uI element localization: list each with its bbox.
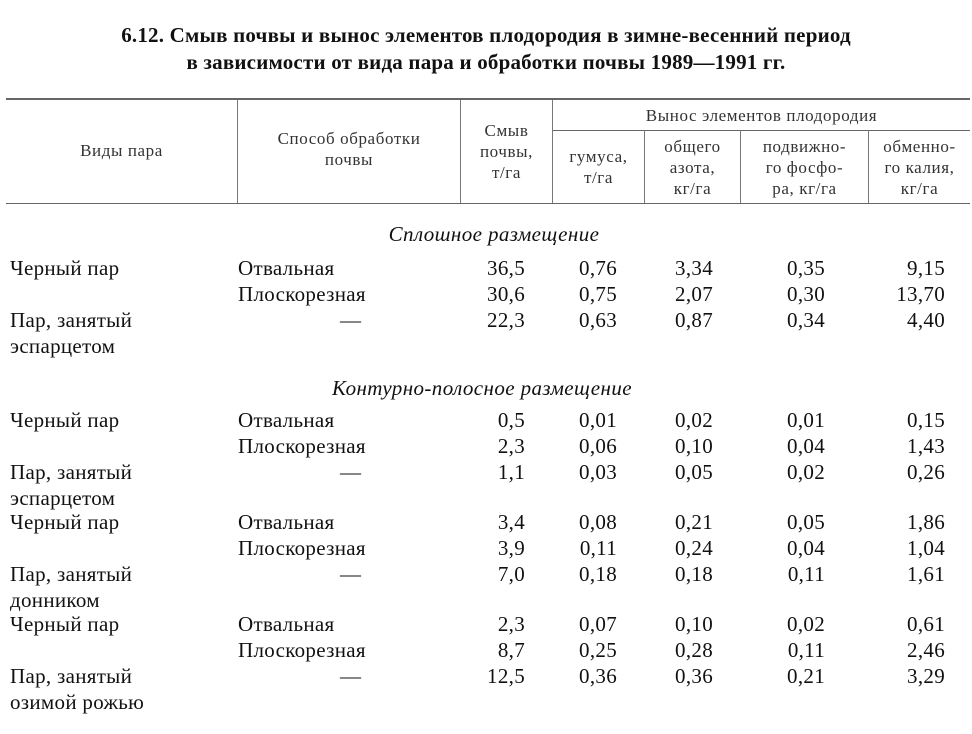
soil-washout-value: 2,3 bbox=[497, 612, 525, 636]
nitrogen-value: 2,07 bbox=[675, 282, 713, 306]
soil-washout-value: 36,5 bbox=[487, 256, 525, 280]
phosphorus-value: 0,11 bbox=[787, 638, 825, 662]
fallow-type: Пар, занятый bbox=[10, 664, 133, 688]
phosphorus-value: 0,11 bbox=[787, 562, 825, 586]
header-nitrogen: общего азота, кг/га bbox=[664, 137, 721, 198]
phosphorus-value: 0,34 bbox=[787, 308, 825, 332]
fallow-type-continuation: эспарцетом bbox=[10, 486, 116, 510]
humus-value: 0,01 bbox=[579, 408, 617, 432]
soil-washout-value: 22,3 bbox=[487, 308, 525, 332]
nitrogen-value: 0,02 bbox=[675, 408, 713, 432]
header-type: Виды пара bbox=[80, 141, 163, 160]
potassium-value: 0,15 bbox=[907, 408, 945, 432]
humus-value: 0,18 bbox=[579, 562, 617, 586]
tillage-method: Плоскорезная bbox=[238, 282, 366, 306]
group-underline-rule bbox=[552, 130, 970, 131]
fallow-type: Пар, занятый bbox=[10, 562, 133, 586]
tillage-method: — bbox=[340, 460, 362, 484]
header-group: Вынос элементов плодородия bbox=[645, 106, 878, 125]
potassium-value: 1,61 bbox=[907, 562, 945, 586]
tillage-method: — bbox=[340, 664, 362, 688]
tillage-method: — bbox=[340, 562, 362, 586]
header-phosphorus: подвижно- го фосфо- ра, кг/га bbox=[762, 137, 847, 198]
table-title bbox=[0, 22, 972, 76]
phosphorus-value: 0,02 bbox=[787, 460, 825, 484]
potassium-value: 3,29 bbox=[907, 664, 945, 688]
nitrogen-value: 0,21 bbox=[675, 510, 713, 534]
table-title-line-1: 6.12. Смыв почвы и вынос элементов плодородия в зимне-весенний период bbox=[121, 23, 851, 47]
humus-value: 0,08 bbox=[579, 510, 617, 534]
header-bottom-rule bbox=[6, 203, 970, 204]
tillage-method: Плоскорезная bbox=[238, 536, 366, 560]
phosphorus-value: 0,30 bbox=[787, 282, 825, 306]
soil-washout-value: 7,0 bbox=[497, 562, 525, 586]
phosphorus-value: 0,21 bbox=[787, 664, 825, 688]
phosphorus-value: 0,35 bbox=[787, 256, 825, 280]
humus-value: 0,07 bbox=[579, 612, 617, 636]
soil-washout-value: 8,7 bbox=[497, 638, 525, 662]
header-humus: гумуса, т/га bbox=[569, 147, 628, 187]
tillage-method: — bbox=[340, 308, 362, 332]
phosphorus-value: 0,04 bbox=[787, 536, 825, 560]
fallow-type: Черный пар bbox=[10, 510, 120, 534]
soil-washout-value: 3,9 bbox=[497, 536, 525, 560]
phosphorus-value: 0,02 bbox=[787, 612, 825, 636]
potassium-value: 4,40 bbox=[907, 308, 945, 332]
tillage-method: Отвальная bbox=[238, 408, 335, 432]
potassium-value: 2,46 bbox=[907, 638, 945, 662]
soil-washout-value: 3,4 bbox=[497, 510, 525, 534]
potassium-value: 9,15 bbox=[907, 256, 945, 280]
potassium-value: 1,86 bbox=[907, 510, 945, 534]
nitrogen-value: 0,18 bbox=[675, 562, 713, 586]
fallow-type: Черный пар bbox=[10, 408, 120, 432]
tillage-method: Плоскорезная bbox=[238, 434, 366, 458]
tillage-method: Отвальная bbox=[238, 510, 335, 534]
section-heading-contour-strip: Контурно-полосное размещение bbox=[332, 376, 632, 400]
fallow-type-continuation: эспарцетом bbox=[10, 334, 116, 358]
potassium-value: 0,26 bbox=[907, 460, 945, 484]
potassium-value: 13,70 bbox=[896, 282, 945, 306]
humus-value: 0,76 bbox=[579, 256, 617, 280]
header-potassium: обменно- го калия, кг/га bbox=[883, 137, 956, 198]
humus-value: 0,63 bbox=[579, 308, 617, 332]
fallow-type-continuation: донником bbox=[10, 588, 100, 612]
humus-value: 0,25 bbox=[579, 638, 617, 662]
tillage-method: Отвальная bbox=[238, 612, 335, 636]
fallow-type: Черный пар bbox=[10, 612, 120, 636]
tillage-method: Отвальная bbox=[238, 256, 335, 280]
potassium-value: 1,43 bbox=[907, 434, 945, 458]
fallow-type: Пар, занятый bbox=[10, 460, 133, 484]
humus-value: 0,75 bbox=[579, 282, 617, 306]
soil-washout-value: 30,6 bbox=[487, 282, 525, 306]
humus-value: 0,11 bbox=[579, 536, 617, 560]
nitrogen-value: 3,34 bbox=[675, 256, 713, 280]
soil-washout-value: 0,5 bbox=[497, 408, 525, 432]
fallow-type-continuation: озимой рожью bbox=[10, 690, 145, 714]
nitrogen-value: 0,10 bbox=[675, 434, 713, 458]
table-title-line-2: в зависимости от вида пара и обработки почвы 1989—1991 гг. bbox=[186, 50, 786, 74]
header-wash: Смыв почвы, т/га bbox=[479, 121, 533, 182]
phosphorus-value: 0,01 bbox=[787, 408, 825, 432]
humus-value: 0,36 bbox=[579, 664, 617, 688]
phosphorus-value: 0,04 bbox=[787, 434, 825, 458]
nitrogen-value: 0,10 bbox=[675, 612, 713, 636]
nitrogen-value: 0,24 bbox=[675, 536, 713, 560]
potassium-value: 1,04 bbox=[907, 536, 945, 560]
fallow-type: Черный пар bbox=[10, 256, 120, 280]
nitrogen-value: 0,36 bbox=[675, 664, 713, 688]
potassium-value: 0,61 bbox=[907, 612, 945, 636]
header-method: Способ обработки почвы bbox=[277, 129, 421, 169]
soil-washout-value: 1,1 bbox=[497, 460, 525, 484]
fallow-type: Пар, занятый bbox=[10, 308, 133, 332]
soil-washout-value: 2,3 bbox=[497, 434, 525, 458]
nitrogen-value: 0,05 bbox=[675, 460, 713, 484]
tillage-method: Плоскорезная bbox=[238, 638, 366, 662]
section-heading-solid: Сплошное размещение bbox=[388, 222, 600, 246]
phosphorus-value: 0,05 bbox=[787, 510, 825, 534]
nitrogen-value: 0,87 bbox=[675, 308, 713, 332]
humus-value: 0,06 bbox=[579, 434, 617, 458]
nitrogen-value: 0,28 bbox=[675, 638, 713, 662]
humus-value: 0,03 bbox=[579, 460, 617, 484]
soil-washout-value: 12,5 bbox=[487, 664, 525, 688]
header-top-rule bbox=[6, 98, 970, 100]
